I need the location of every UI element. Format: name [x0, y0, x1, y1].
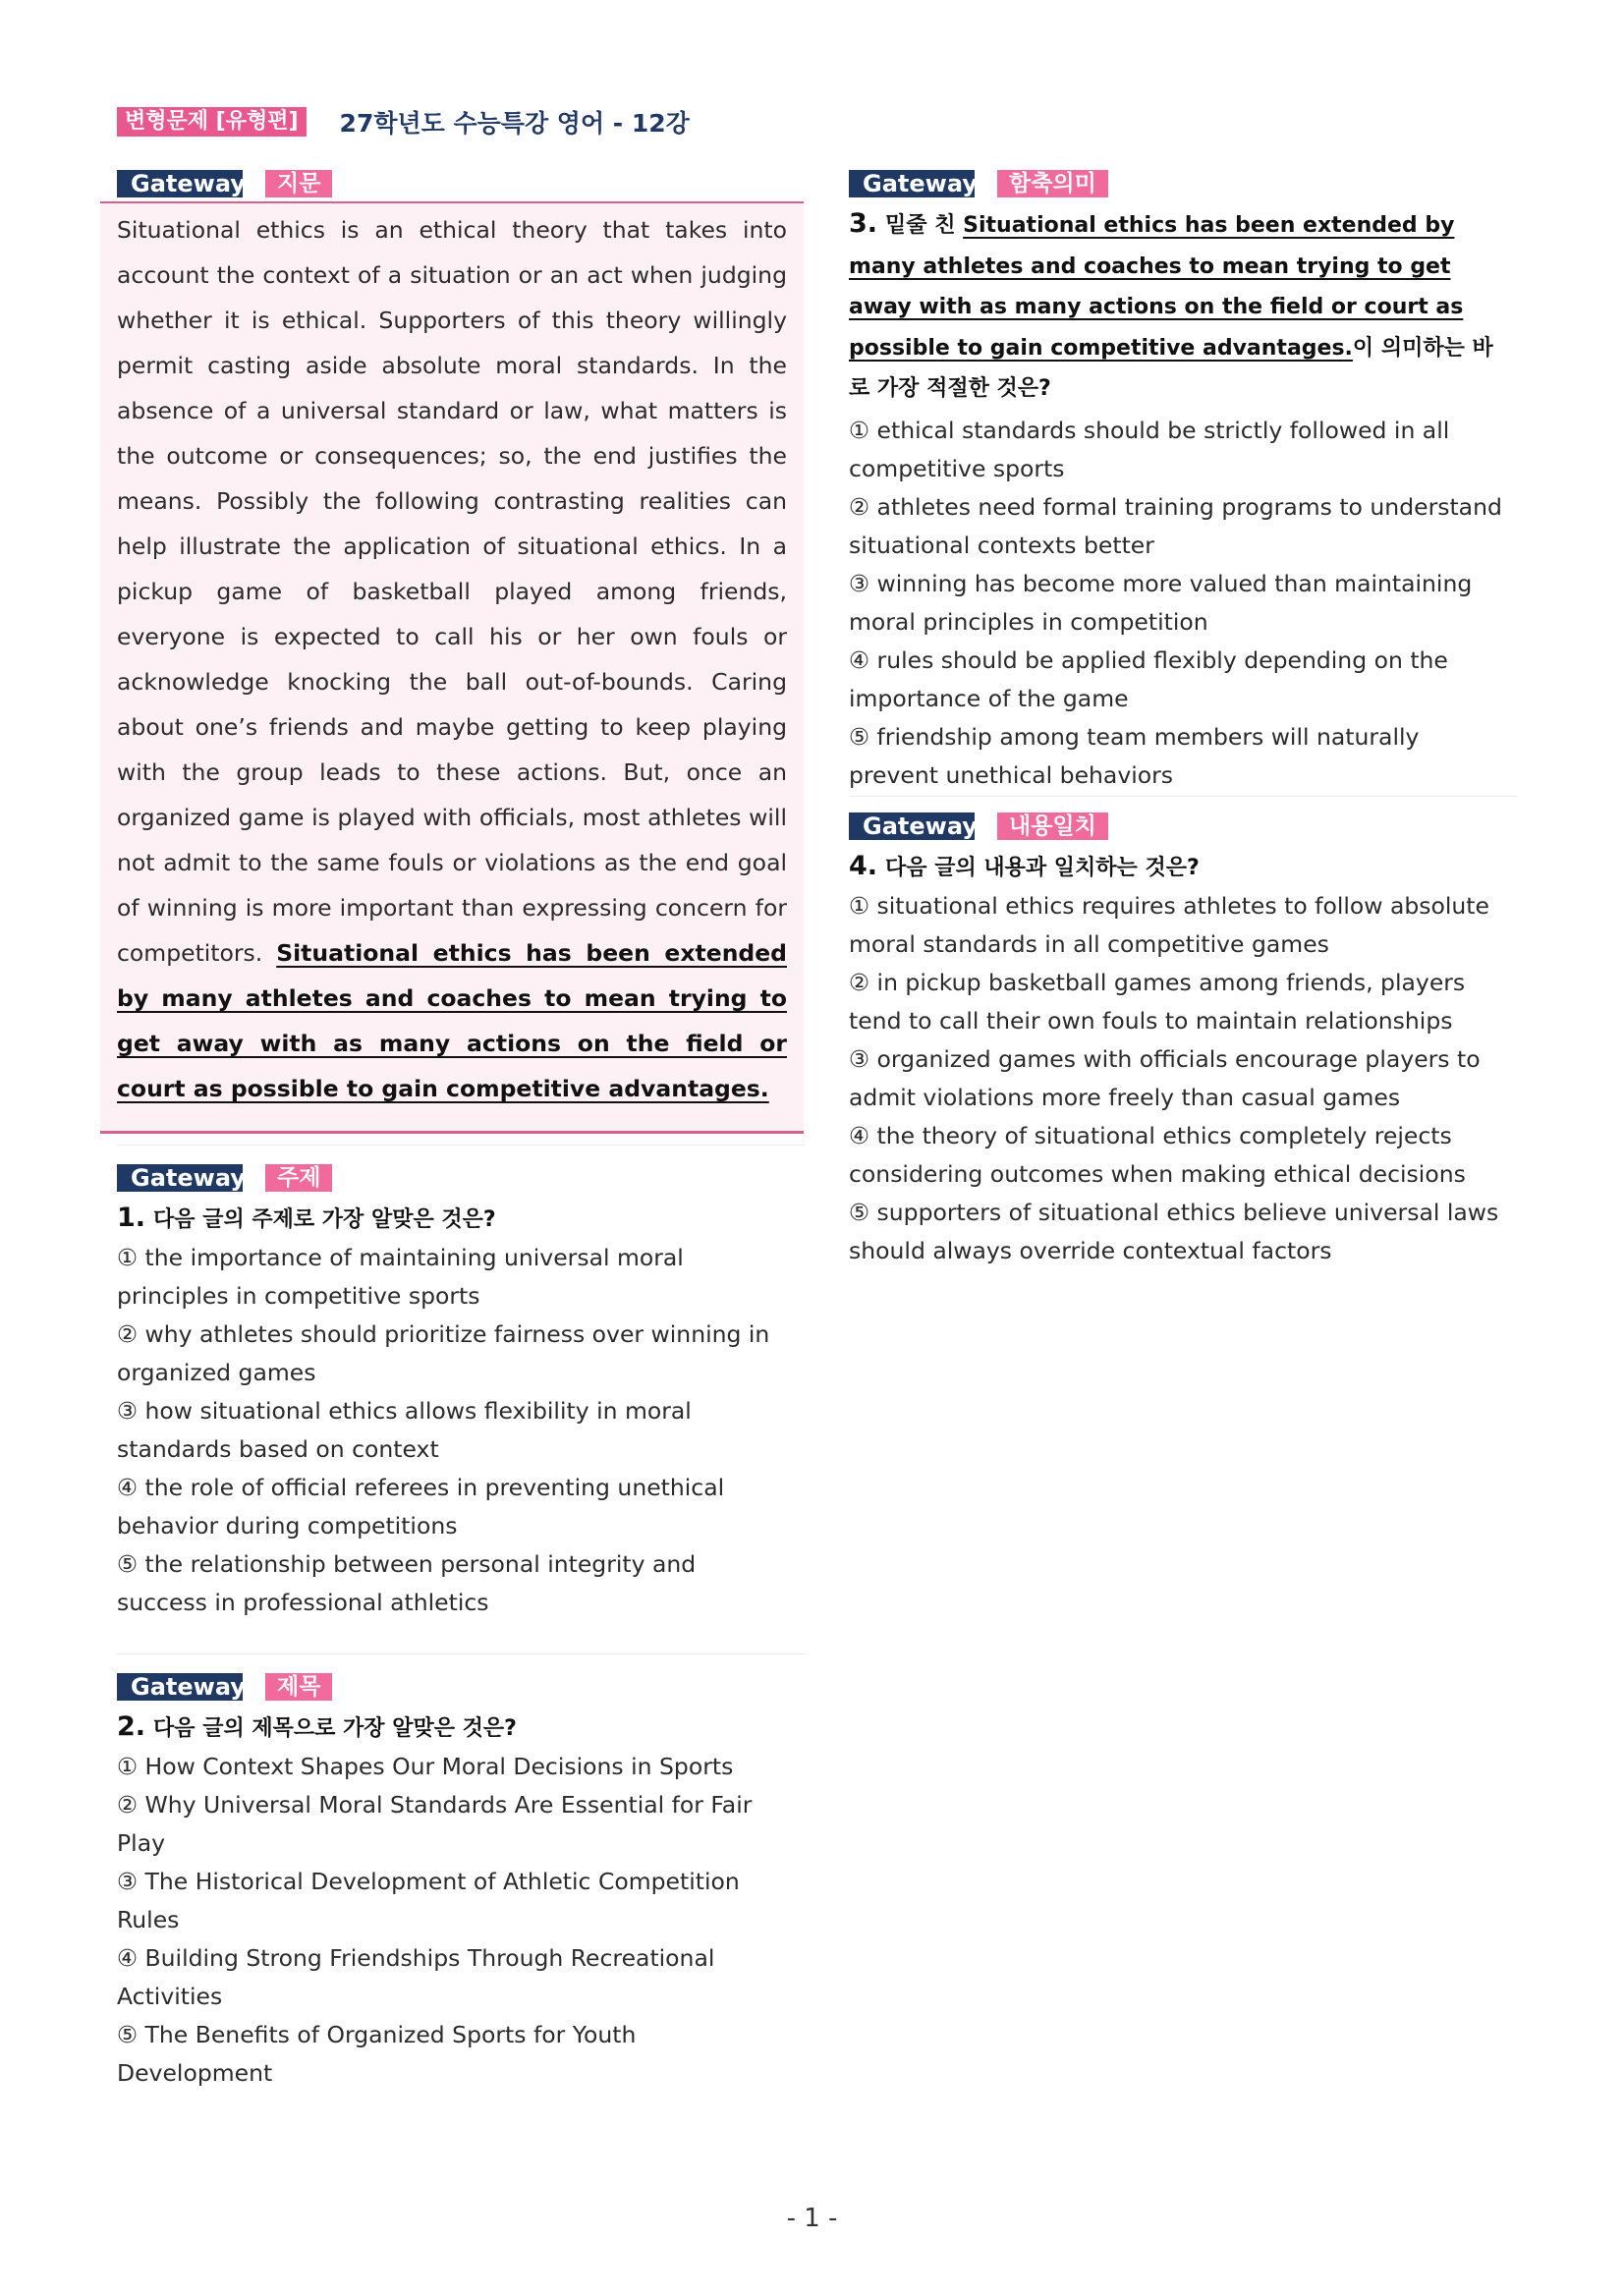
- choice-2[interactable]: ② Why Universal Moral Standards Are Essential for Fair Play: [117, 1791, 753, 1857]
- q2-prompt-text: 다음 글의 제목으로 가장 알맞은 것은?: [153, 1716, 517, 1741]
- q3-prompt: [849, 203, 1513, 410]
- q2-type-label: 제목: [265, 1673, 332, 1701]
- q2-tag: [117, 1673, 785, 1701]
- choice-3[interactable]: ③ organized games with officials encourage players to admit violations more freely than casual games: [849, 1045, 1481, 1111]
- q3-prompt-prefix: 밑줄 친: [885, 213, 956, 238]
- q4-tag: [849, 812, 1522, 840]
- q1-type-label: 주제: [265, 1164, 332, 1192]
- choice-3[interactable]: ③ The Historical Development of Athletic Competition Rules: [117, 1868, 740, 1933]
- choice-3[interactable]: ③ winning has become more valued than maintaining moral principles in competition: [849, 569, 1473, 636]
- q1-prompt: [117, 1202, 785, 1237]
- choice-5[interactable]: ⑤ supporters of situational ethics believe universal laws should always override contextual factors: [849, 1199, 1499, 1264]
- choice-4[interactable]: ④ Building Strong Friendships Through Recreational Activities: [117, 1944, 715, 2010]
- choice-5[interactable]: ⑤ The Benefits of Organized Sports for Youth Development: [117, 2021, 637, 2087]
- gateway-label: Gateway: [117, 1673, 243, 1701]
- passage-section: [100, 170, 804, 1134]
- q2-prompt: [117, 1710, 785, 1746]
- passage-type-label: 지문: [265, 170, 332, 197]
- divider: [117, 1145, 805, 1146]
- worksheet-type-badge: 변형문제 [유형편]: [117, 107, 307, 137]
- q4-prompt-text: 다음 글의 내용과 일치하는 것은?: [885, 856, 1200, 880]
- q2-choices: [117, 1748, 785, 2093]
- page-number: - 1 -: [786, 2204, 838, 2233]
- passage-tag: [117, 170, 804, 197]
- q3-prompt-suffix: 이 의미하는 바로 가장 적절한 것은?: [849, 335, 1493, 401]
- choice-5[interactable]: ⑤ the relationship between personal integrity and success in professional athletics: [117, 1550, 697, 1616]
- choice-2[interactable]: ② why athletes should prioritize fairness over winning in organized games: [117, 1320, 770, 1386]
- q1-prompt-text: 다음 글의 주제로 가장 알맞은 것은?: [153, 1207, 496, 1232]
- choice-2[interactable]: ② athletes need formal training programs to understand situational contexts better: [849, 492, 1502, 559]
- q2-number: 2.: [117, 1711, 146, 1742]
- q3-choices: [849, 412, 1513, 795]
- question-2: [117, 1673, 785, 2093]
- divider: [117, 1653, 805, 1654]
- choice-4[interactable]: ④ the role of official referees in preventing unethical behavior during competitions: [117, 1474, 725, 1540]
- worksheet-title: 27학년도 수능특강 영어 - 12강: [339, 109, 690, 138]
- q4-prompt: [849, 850, 1522, 885]
- q1-number: 1.: [117, 1203, 146, 1233]
- q4-choices: [849, 887, 1522, 1270]
- gateway-label: Gateway: [849, 812, 975, 840]
- gateway-label: Gateway: [117, 170, 243, 197]
- q4-type-label: 내용일치: [997, 812, 1108, 840]
- choice-1[interactable]: ① the importance of maintaining universal moral principles in competitive sports: [117, 1244, 684, 1310]
- q3-underlined-phrase: Situational ethics has been extended by many athletes and coaches to mean trying to get away with as many actions on the field or court as possible to gain competitive advantages.: [849, 213, 1464, 361]
- choice-4[interactable]: ④ rules should be applied flexibly depending on the importance of the game: [849, 645, 1448, 712]
- divider: [849, 796, 1517, 797]
- choice-4[interactable]: ④ the theory of situational ethics completely rejects considering outcomes when making ethical decisions: [849, 1122, 1466, 1188]
- q3-tag: [849, 170, 1513, 197]
- gateway-label: Gateway: [849, 170, 975, 197]
- q1-choices: [117, 1239, 785, 1622]
- choice-1[interactable]: ① situational ethics requires athletes to follow absolute moral standards in all competitive games: [849, 892, 1489, 958]
- passage-box: [100, 201, 804, 1134]
- passage-highlight: Situational ethics has been extended by many athletes and coaches to mean trying to get away with as many actions on the field or court as possible to gain competitive advantages.: [117, 939, 787, 1102]
- passage-body: Situational ethics is an ethical theory that takes into account the context of a situation or an act when judging whether it is ethical. Supporters of this theory willingly permit casting aside absolute moral standards. In the absence of a universal standard or law, what matters is the outcome or consequences; so, the end justifies the means. Possibly the following contrasting realities can help illustrate the application of situational ethics. In a pickup game of basketball played among friends, everyone is expected to call his or her own fouls or acknowledge knocking the ball out-of-bounds. Caring about one’s friends and maybe getting to keep playing with the group leads to these actions. But, once an organized game is played with officials, most athletes will not admit to the same fouls or violations as the end goal of winning is more important than expressing concern for competitors.: [117, 216, 787, 967]
- q1-tag: [117, 1164, 785, 1192]
- question-4: [849, 812, 1522, 1270]
- choice-1[interactable]: ① How Context Shapes Our Moral Decisions in Sports: [117, 1753, 734, 1780]
- question-1: [117, 1164, 785, 1622]
- q3-number: 3.: [849, 208, 878, 239]
- passage-text: [117, 207, 787, 1111]
- choice-2[interactable]: ② in pickup basketball games among friends, players tend to call their own fouls to maintain relationships: [849, 969, 1466, 1035]
- q4-number: 4.: [849, 851, 878, 881]
- q3-type-label: 함축의미: [997, 170, 1108, 197]
- choice-3[interactable]: ③ how situational ethics allows flexibility in moral standards based on context: [117, 1397, 692, 1463]
- choice-5[interactable]: ⑤ friendship among team members will naturally prevent unethical behaviors: [849, 722, 1420, 789]
- choice-1[interactable]: ① ethical standards should be strictly followed in all competitive sports: [849, 416, 1450, 482]
- page-header: [117, 106, 690, 138]
- gateway-label: Gateway: [117, 1164, 243, 1192]
- question-3: [849, 170, 1513, 795]
